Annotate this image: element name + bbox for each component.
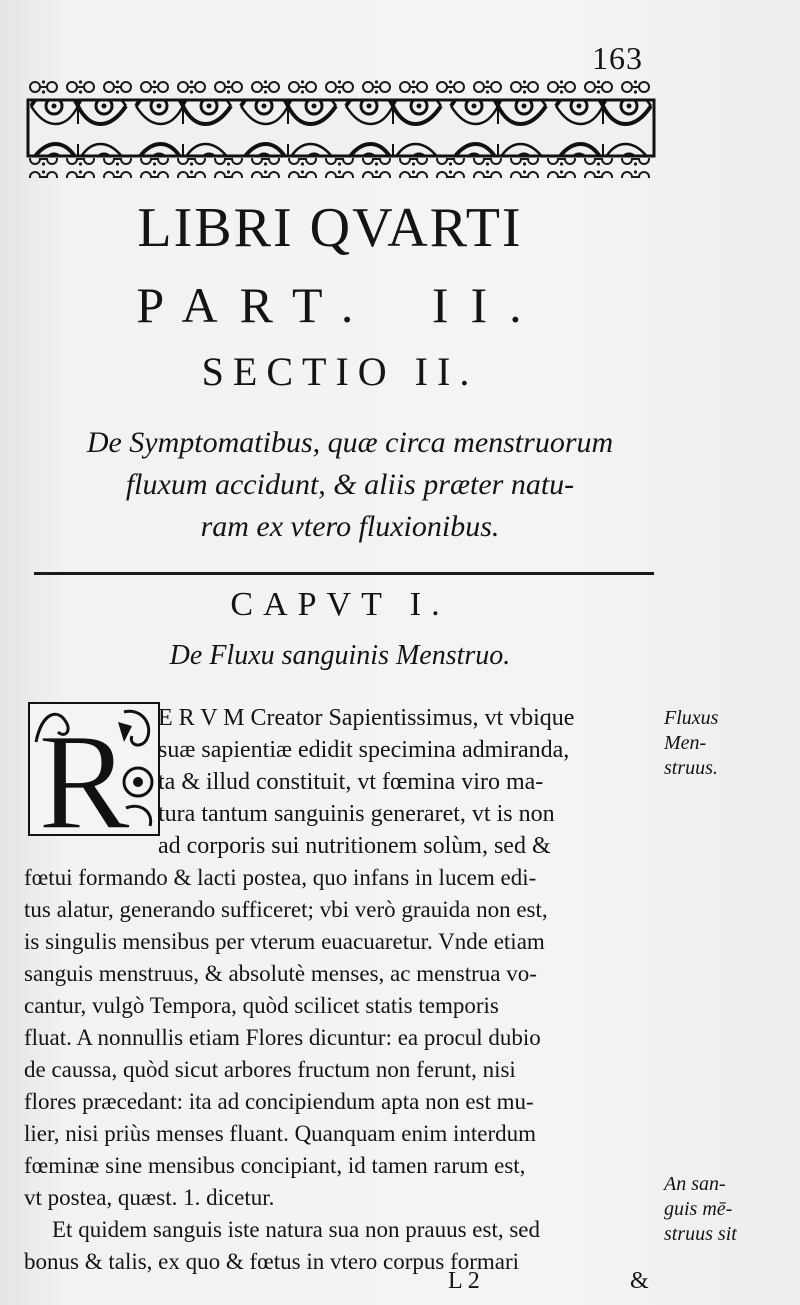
marginal-note-line: An san-	[664, 1173, 726, 1195]
body-line: ta & illud constituit, vt fœmina viro ma-	[158, 769, 544, 795]
subtitle-line: fluxum accidunt, & aliis præter natu-	[125, 468, 575, 501]
body-line: flores præcedant: ita ad concipiendum apta non est mu-	[24, 1089, 534, 1114]
body-line: ad corporis sui nutritionem solùm, sed &	[158, 833, 551, 859]
body-line: fœminæ sine mensibus concipiant, id tamen rarum est,	[24, 1153, 526, 1178]
body-line: bonus & talis, ex quo & fœtus in vtero corpus formari	[24, 1249, 520, 1274]
body-line: tus alatur, generando sufficeret; vbi verò grauida non est,	[24, 897, 548, 922]
body-line: fluat. A nonnullis etiam Flores dicuntur: ea procul dubio	[24, 1025, 541, 1050]
chapter-heading: CAPVT I.	[230, 586, 450, 623]
book-title: LIBRI QVARTI	[137, 197, 523, 259]
body-line: tura tantum sanguinis generaret, vt is non	[158, 801, 555, 827]
page-number: 163	[592, 40, 643, 76]
marginal-note-line: Men-	[664, 732, 707, 754]
subtitle-line: ram ex vtero fluxionibus.	[200, 510, 500, 543]
catchword: &	[630, 1268, 649, 1294]
subtitle-line: De Symptomatibus, quæ circa menstruorum	[86, 426, 614, 459]
body-line: suæ sapientiæ edidit specimina admiranda,	[158, 737, 570, 763]
body-line: vt postea, quæst. 1. dicetur.	[24, 1185, 275, 1210]
marginal-note-line: struus sit	[664, 1223, 737, 1245]
body-line: sanguis menstruus, & absolutè menses, ac menstrua vo-	[24, 961, 537, 986]
body-line: fœtui formando & lacti postea, quo infans in lucem edi-	[24, 865, 537, 890]
body-line: de caussa, quòd sicut arbores fructum non ferunt, nisi	[24, 1057, 516, 1082]
section-title: SECTIO II.	[201, 349, 479, 394]
initial-letter: R	[38, 705, 131, 836]
signature-mark: L 2	[448, 1268, 480, 1294]
marginal-note-line: guis mē-	[664, 1198, 733, 1220]
marginal-note-line: Fluxus	[664, 707, 719, 729]
marginal-note-line: struus.	[664, 757, 718, 779]
body-line: cantur, vulgò Tempora, quòd scilicet statis temporis	[24, 993, 499, 1018]
part-title: PART. II.	[136, 277, 544, 333]
marginal-note	[664, 1172, 737, 1247]
horizontal-rule	[34, 572, 654, 575]
marginal-note	[664, 706, 718, 781]
section-subtitle	[40, 422, 660, 548]
body-line: is singulis mensibus per vterum euacuaretur. Vnde etiam	[24, 929, 545, 954]
floral-headpiece-ornament-icon	[26, 78, 656, 178]
chapter-subtitle: De Fluxu sanguinis Menstruo.	[169, 640, 511, 671]
body-line: lier, nisi priùs menses fluant. Quanquam enim interdum	[24, 1121, 537, 1146]
body-line: E R V M Creator Sapientissimus, vt vbique	[158, 705, 575, 731]
decorated-initial-icon	[28, 702, 160, 836]
body-line: Et quidem sanguis iste natura sua non prauus est, sed	[52, 1217, 541, 1242]
